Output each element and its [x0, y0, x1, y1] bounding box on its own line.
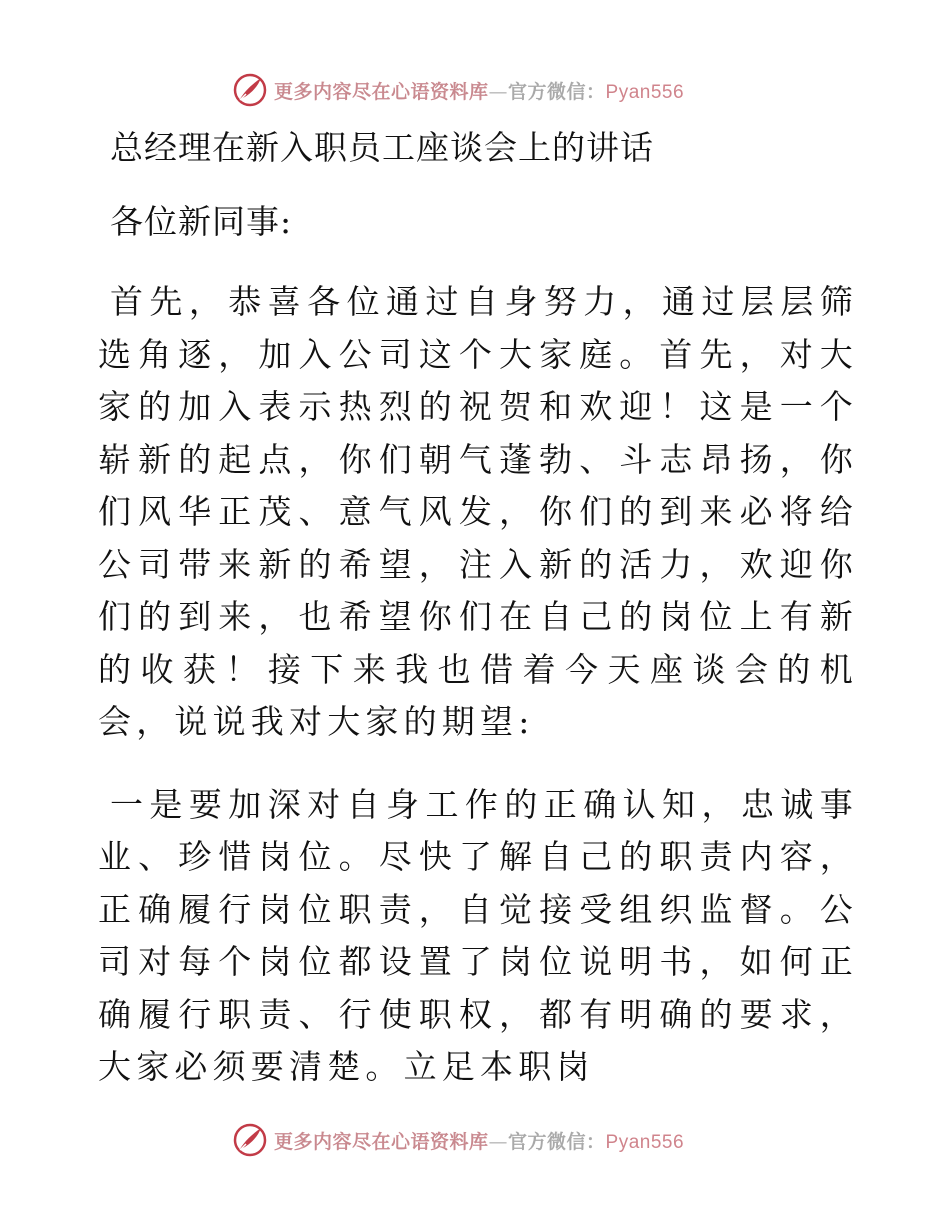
document-body: [98, 122, 858, 1094]
watermark-main-text: 更多内容尽在心语资料库: [274, 80, 489, 103]
watermark-label: 官方微信：: [508, 80, 606, 103]
quill-pen-circle-icon: [232, 72, 268, 108]
document-title: 总经理在新入职员工座谈会上的讲话: [110, 128, 654, 167]
watermark-id: Pyan556: [605, 81, 685, 103]
watermark-label: 官方微信：: [508, 1130, 606, 1153]
watermark-separator: —: [488, 80, 509, 103]
quill-pen-circle-icon: [232, 1122, 268, 1158]
watermark-main-text: 更多内容尽在心语资料库: [274, 1130, 489, 1153]
header-watermark: [232, 72, 712, 108]
watermark-separator: —: [488, 1130, 509, 1153]
watermark-id: Pyan556: [605, 1131, 685, 1153]
paragraph-2: 一是要加深对自身工作的正确认知，忠诚事业、珍惜岗位。尽快了解自己的职责内容，正确履行岗位职责，自觉接受组织监督。公司对每个岗位都设置了岗位说明书，如何正确履行职责、行使职权，都有明确的要求，大家必须要清楚。立足本职岗: [98, 784, 858, 1086]
header-watermark-text: [274, 77, 684, 104]
paragraph-1: 首先，恭喜各位通过自身努力，通过层层筛选角逐，加入公司这个大家庭。首先，对大家的加入表示热烈的祝贺和欢迎！这是一个崭新的起点，你们朝气蓬勃、斗志昂扬，你们风华正茂、意气风发，你们的到来必将给公司带来新的希望，注入新的活力，欢迎你们的到来，也希望你们在自己的岗位上有新的收获！接下来我也借着今天座谈会的机会，说说我对大家的期望:: [98, 282, 858, 741]
document-greeting: 各位新同事:: [110, 202, 293, 241]
footer-watermark-text: [274, 1127, 684, 1154]
footer-watermark: [232, 1122, 712, 1158]
